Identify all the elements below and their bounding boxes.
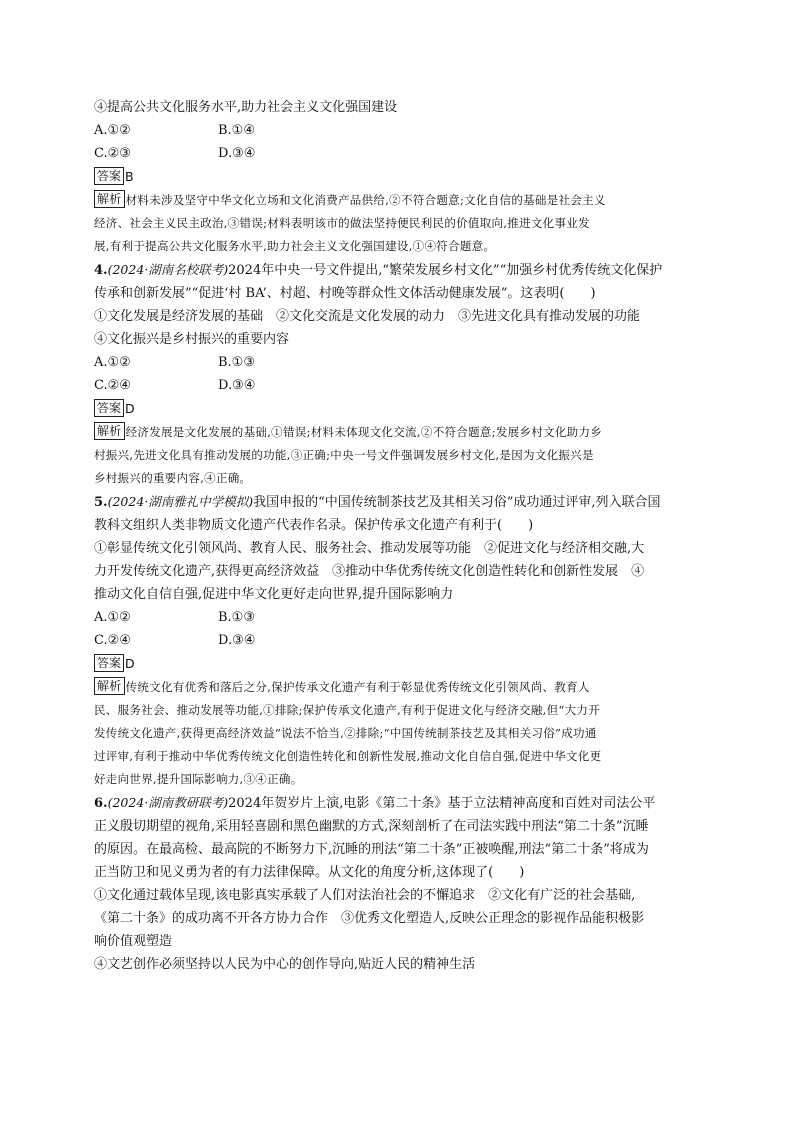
q5-choices-row-1	[94, 606, 714, 629]
q3-explanation-line-2: 经济、社会主义民主政治,③错误;材料表明该市的做法坚持便民利民的价值取向,推进文化事业发	[94, 216, 590, 230]
q5-explanation-line-1: 解析 传统文化有优秀和落后之分,保护传承文化遗产有利于彰显优秀传统文化引领风尚、教育人	[94, 676, 714, 699]
q4-choice-a: A.①②	[94, 355, 131, 370]
q3-choices-row-2	[94, 142, 714, 165]
q5-source: (2024·湖南雅礼中学模拟)	[107, 494, 254, 509]
explanation-tag: 解析	[94, 422, 125, 440]
q3-explanation-line-3: 展,有利于提高公共文化服务水平,助力社会主义文化强国建设,①④符合题意。	[94, 239, 496, 253]
q4-stem-line-2: 传承和创新发展”“促进‘村 BA’、村超、村晚等群众性文体活动健康发展”。这表明( )	[94, 286, 596, 301]
explanation-tag: 解析	[94, 190, 125, 208]
q6-options-line-3: 响价值观塑造	[94, 934, 173, 949]
q3-answer	[94, 165, 714, 189]
q5-choice-c: C.②④	[94, 633, 131, 648]
answer-tag: 答案	[94, 654, 124, 672]
q4-choice-c: C.②④	[94, 378, 131, 393]
q6-options-line-1: ①文化通过载体呈现,该电影真实承载了人们对法治社会的不懈追求 ②文化有广泛的社会基础,	[94, 888, 636, 903]
q6-options-line-2: 《第二十条》的成功离不开各方协力合作 ③优秀文化塑造人,反映公正理念的影视作品能积极影	[94, 911, 645, 926]
q4-stem-line-1: 4.(2024·湖南名校联考)2024年中央一号文件提出,“繁荣发展乡村文化”“加强乡村优秀传统文化保护	[94, 262, 663, 278]
q4-choices-row-1	[94, 351, 714, 374]
answer-tag: 答案	[94, 167, 124, 185]
q5-options-line-1: ①彰显传统文化引领风尚、教育人民、服务社会、推动发展等功能 ②促进文化与经济相交融,大	[94, 541, 645, 556]
q5-explanation-line-3: 发传统文化遗产,获得更高经济效益”说法不恰当,②排除;“中国传统制茶技艺及其相关习俗”成功通	[94, 726, 597, 740]
q4-number: 4	[94, 263, 104, 278]
q5-stem-line-1: 5.(2024·湖南雅礼中学模拟)我国申报的“中国传统制茶技艺及其相关习俗”成功通过评审,列入联合国	[94, 494, 661, 510]
q5-explanation-line-4: 过评审,有利于推动中华优秀传统文化创造性转化和创新性发展,推动文化自信自强,促进中华文化更	[94, 749, 602, 763]
q4-explanation-line-1: 解析 经济发展是文化发展的基础,①错误;材料未体现文化交流,②不符合题意;发展乡村文化助力乡	[94, 421, 714, 444]
q4-answer	[94, 397, 714, 421]
q5-answer	[94, 652, 714, 676]
q5-answer-value: D	[125, 656, 135, 671]
q4-choice-b: B.①③	[218, 355, 255, 370]
q6-stem-line-3: 的原因。在最高检、最高院的不断努力下,沉睡的刑法“第二十条”正被唤醒,刑法“第二十条”将成为	[94, 842, 649, 857]
q3-choice-c: C.②③	[94, 146, 131, 161]
q6-stem-line-2: 正义殷切期望的视角,采用轻喜剧和黑色幽默的方式,深刻剖析了在司法实践中刑法“第二十条”沉睡	[94, 819, 649, 834]
q3-option-4: ④提高公共文化服务水平,助力社会主义文化强国建设	[94, 100, 398, 115]
q3-choices-row-1	[94, 119, 714, 142]
q4-choice-d: D.③④	[218, 378, 256, 393]
q5-choice-b: B.①③	[218, 610, 255, 625]
q5-explanation-line-5: 好走向世界,提升国际影响力,③④正确。	[94, 772, 303, 786]
explanation-tag: 解析	[94, 677, 125, 695]
q5-choices-row-2	[94, 629, 714, 652]
q4-explanation-line-3: 乡村振兴的重要内容,④正确。	[94, 471, 252, 485]
q6-number: 6	[94, 796, 104, 811]
q3-explanation-line-1: 解析 材料未涉及坚守中华文化立场和文化消费产品供给,②不符合题意;文化自信的基础是社会主义	[94, 189, 714, 212]
document-page	[94, 96, 714, 976]
q6-stem-line-1: 6.(2024·湖南教研联考)2024年贺岁片上演,电影《第二十条》基于立法精神高度和百姓对司法公平	[94, 795, 656, 811]
q3-answer-value: B	[125, 169, 134, 184]
q4-options-line-1: ①文化发展是经济发展的基础 ②文化交流是文化发展的动力 ③先进文化具有推动发展的功能	[94, 309, 641, 324]
q5-options-line-3: 推动文化自信自强,促进中华文化更好走向世界,提升国际影响力	[94, 587, 454, 602]
q4-source: (2024·湖南名校联考)	[107, 262, 229, 277]
q4-answer-value: D	[125, 401, 135, 416]
q6-source: (2024·湖南教研联考)	[107, 795, 229, 810]
q4-choices-row-2	[94, 374, 714, 397]
q4-explanation-line-2: 村振兴,先进文化具有推动发展的功能,③正确;中央一号文件强调发展乡村文化,是因为文化振兴是	[94, 448, 594, 462]
q3-choice-a: A.①②	[94, 123, 131, 138]
q5-number: 5	[94, 495, 104, 510]
q5-stem-line-2: 教科文组织人类非物质文化遗产代表作名录。保护传承文化遗产有利于( )	[94, 518, 534, 533]
q5-choice-a: A.①②	[94, 610, 131, 625]
q4-options-line-2: ④文化振兴是乡村振兴的重要内容	[94, 332, 290, 347]
q5-options-line-2: 力开发传统文化遗产,获得更高经济效益 ③推动中华优秀传统文化创造性转化和创新性发展 ④	[94, 564, 645, 579]
q5-choice-d: D.③④	[218, 633, 256, 648]
answer-tag: 答案	[94, 399, 124, 417]
q3-choice-b: B.①④	[218, 123, 255, 138]
q5-explanation-line-2: 民、服务社会、推动发展等功能,①排除;保护传承文化遗产,有利于促进文化与经济交融,但“大力开	[94, 703, 601, 717]
q6-options-line-4: ④文艺创作必须坚持以人民为中心的创作导向,贴近人民的精神生活	[94, 957, 476, 972]
q3-choice-d: D.③④	[218, 146, 256, 161]
q6-stem-line-4: 正当防卫和见义勇为者的有力法律保障。从文化的角度分析,这体现了( )	[94, 865, 525, 880]
